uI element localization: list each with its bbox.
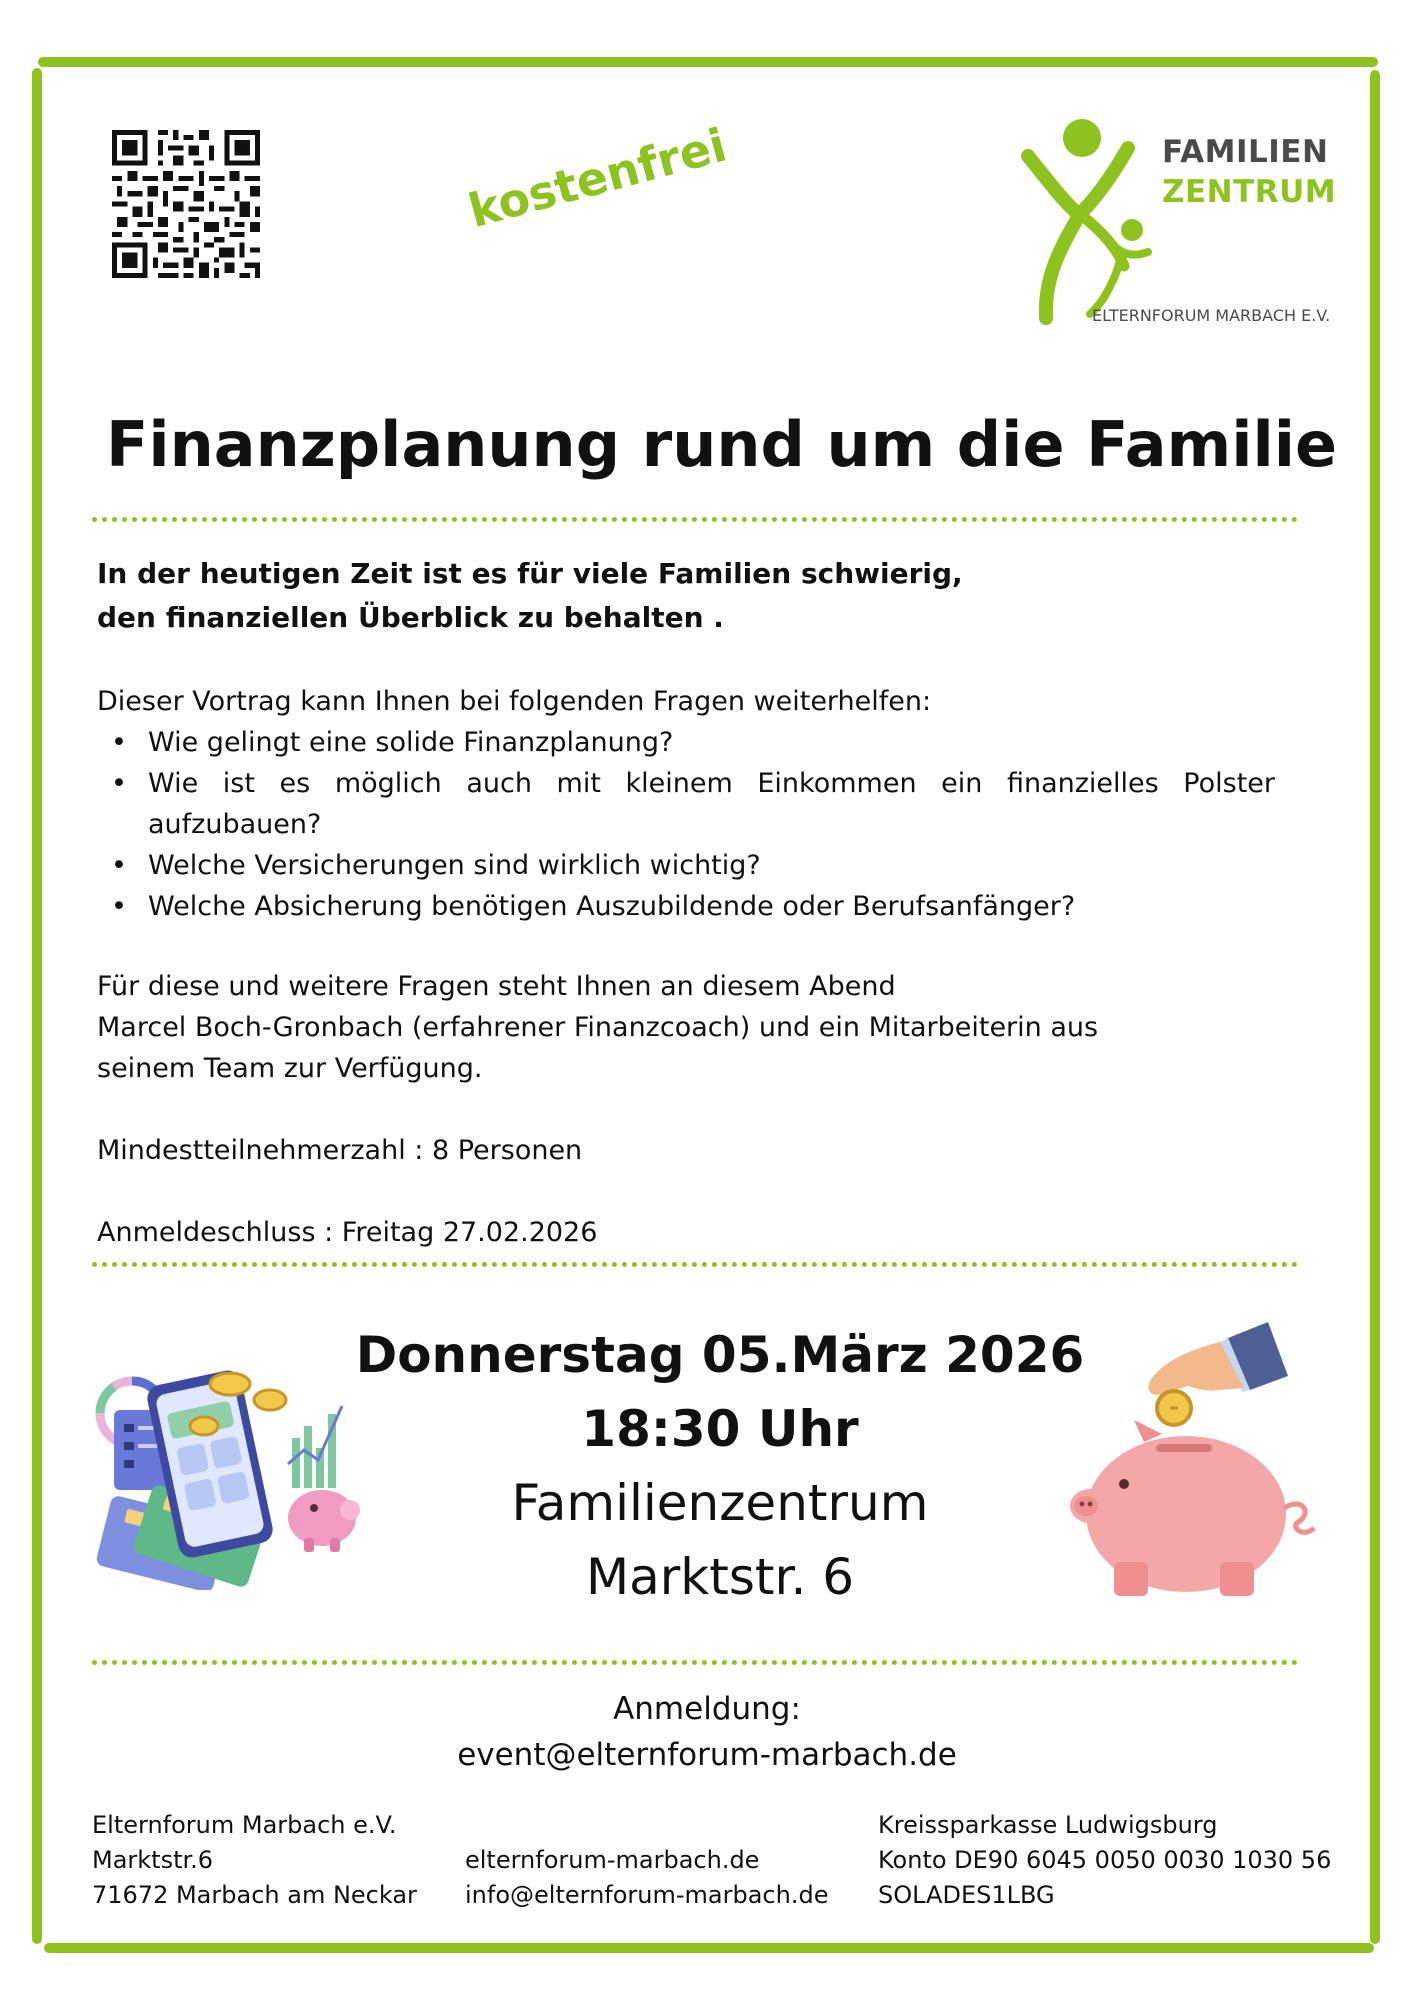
frame-right-border [1370,70,1380,1944]
footer-bank-name: Kreissparkasse Ludwigsburg [878,1811,1218,1839]
footer-bank-bic: SOLADES1LBG [878,1881,1055,1909]
team-line-3: seinem Team zur Verfügung. [97,1053,483,1084]
divider-top [92,517,1298,522]
questions-list [97,722,1275,927]
piggy-bank-icon [1068,1318,1323,1600]
frame-top-border [38,57,1378,67]
minimum-participants: Mindestteilnehmerzahl : 8 Personen [97,1135,583,1166]
footer-org-street: Marktstr.6 [92,1846,214,1874]
footer-website-link[interactable]: elternforum-marbach.de [465,1846,760,1874]
footer-contact [465,1843,828,1913]
frame-left-border [32,68,42,1944]
frame-bottom-border [44,1943,1374,1953]
footer-org-city: 71672 Marbach am Neckar [92,1881,417,1909]
list-item: • Wie ist es möglich auch mit kleinem Einkommen ein finanzielles Polster aufzubauen? [97,763,1275,845]
familienzentrum-logo[interactable] [1020,118,1345,328]
registration-email-link[interactable]: event@elternforum-marbach.de [457,1737,957,1773]
free-badge: kostenfrei [463,117,732,239]
footer-email-link[interactable]: info@elternforum-marbach.de [465,1881,829,1909]
page-title: Finanzplanung rund um die Familie [106,408,1338,481]
registration-label: Anmeldung: [613,1691,801,1727]
event-street: Marktstr. 6 [585,1548,855,1606]
logo-familien-text: FAMILIEN [1162,134,1329,170]
footer-bank [878,1808,1331,1913]
intro-text [97,552,1297,640]
footer-org-name: Elternforum Marbach e.V. [92,1811,397,1839]
team-line-1: Für diese und weitere Fragen steht Ihnen an diesem Abend [97,971,896,1002]
list-item: • Welche Absicherung benötigen Auszubildende oder Berufsanfänger? [97,886,1275,927]
footer-organization [92,1808,417,1913]
registration [307,1686,1107,1778]
intro-line-1: In der heutigen Zeit ist es für viele Familien schwierig, [97,557,963,590]
event-date: Donnerstag 05.März 2026 [355,1326,1085,1384]
questions-lead: Dieser Vortrag kann Ihnen bei folgenden Fragen weiterhelfen: [97,686,932,717]
team-text [97,966,1098,1089]
family-figure-icon [1020,118,1160,328]
intro-line-2: den finanziellen Überblick zu behalten . [97,601,724,634]
registration-deadline: Anmeldeschluss : Freitag 27.02.2026 [97,1217,598,1248]
qr-code-icon[interactable] [112,130,260,278]
event-time: 18:30 Uhr [581,1400,859,1458]
list-item: • Wie gelingt eine solide Finanzplanung? [97,722,1275,763]
team-line-2: Marcel Boch-Gronbach (erfahrener Finanzcoach) und ein Mitarbeiterin aus [97,1012,1099,1043]
logo-subtitle: ELTERNFORUM MARBACH E.V. [1092,306,1331,325]
list-item: • Welche Versicherungen sind wirklich wichtig? [97,845,1275,886]
event-details [320,1318,1120,1614]
divider-bottom [92,1660,1298,1665]
event-venue: Familienzentrum [511,1474,929,1532]
divider-middle [92,1262,1298,1267]
logo-zentrum-text: ZENTRUM [1162,174,1337,210]
footer-bank-account: Konto DE90 6045 0050 0030 1030 56 [878,1846,1332,1874]
